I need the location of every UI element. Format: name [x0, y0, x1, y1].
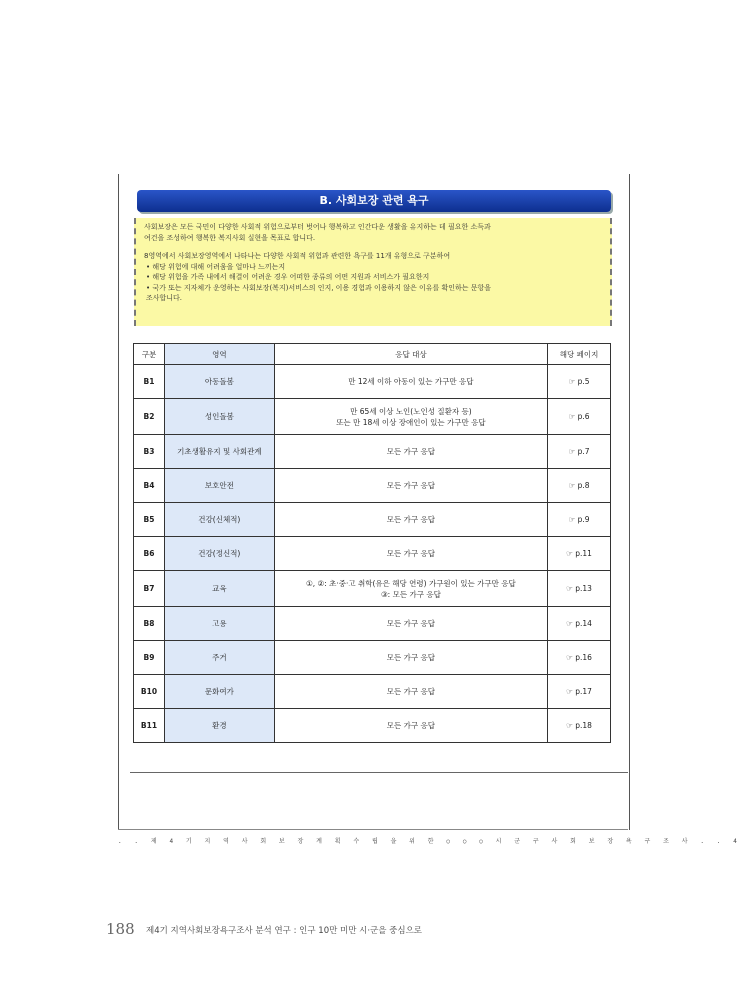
row-page-ref: ☞ p.7	[548, 435, 611, 469]
row-page-ref: ☞ p.13	[548, 571, 611, 607]
notice-line: 여건을 조성하여 행복한 복지사회 실현을 목표로 합니다.	[144, 233, 316, 242]
row-page-ref: ☞ p.16	[548, 641, 611, 675]
row-target-line: 모든 가구 응답	[386, 687, 436, 696]
row-area: 교육	[164, 571, 274, 607]
table-row	[134, 503, 611, 537]
row-area: 성인돌봄	[164, 399, 274, 435]
row-target-line: 모든 가구 응답	[386, 721, 436, 730]
row-code: B6	[134, 537, 165, 571]
row-code: B11	[134, 709, 165, 743]
header-code: 구분	[134, 344, 165, 365]
row-code: B3	[134, 435, 165, 469]
notice-bullet: • 해당 위험을 가족 내에서 해결이 어려운 경우 어떠한 종류의 어떤 지원과 서비스가 필요한지	[146, 273, 430, 281]
row-target	[274, 365, 547, 399]
row-target-line: ③: 모든 가구 응답	[380, 589, 441, 599]
row-target-line: ①, ②: 초·중·고 취학(유은 해당 연령) 가구원이 있는 가구만 응답	[305, 578, 516, 588]
row-area: 환경	[164, 709, 274, 743]
table-row	[134, 435, 611, 469]
row-target-line: 모든 가구 응답	[386, 549, 436, 558]
notice-bullet: • 해당 위험에 대해 어려움을 얼마나 느끼는지	[146, 262, 286, 271]
row-area: 건강(정신적)	[164, 537, 274, 571]
notice-line: 사회보장은 모든 국민이 다양한 사회적 위험으로부터 벗어나 행복하고 인간다운 생활을 유지하는 데 필요한 소득과	[144, 223, 491, 231]
row-target-line: 모든 가구 응답	[386, 619, 436, 628]
table-row	[134, 537, 611, 571]
notice-bullet: 조사합니다.	[146, 294, 183, 302]
row-target-line: 모든 가구 응답	[386, 447, 436, 456]
row-area: 건강(신체적)	[164, 503, 274, 537]
notice-box	[134, 218, 612, 326]
table-row	[134, 675, 611, 709]
row-code: B4	[134, 469, 165, 503]
row-code: B2	[134, 399, 165, 435]
footer-rule	[118, 829, 628, 830]
table-row	[134, 399, 611, 435]
row-target	[274, 641, 547, 675]
row-target	[274, 537, 547, 571]
row-area: 고용	[164, 607, 274, 641]
book-title: 제4기 지역사회보장욕구조사 분석 연구 : 인구 10만 미만 시·군을 중심으로	[146, 926, 423, 936]
row-area: 보호안전	[164, 469, 274, 503]
footer-running-text: . . 제 4 기 지 역 사 회 보 장 계 획 수 립 을 위 한 ○ ○ ○ 시 군 구 사 회 보 장 욕 구 조 사 . . 4	[118, 838, 741, 845]
row-target	[274, 571, 547, 607]
row-target	[274, 469, 547, 503]
row-page-ref: ☞ p.8	[548, 469, 611, 503]
header-page: 해당 페이지	[548, 344, 611, 365]
row-code: B8	[134, 607, 165, 641]
row-area: 문화여가	[164, 675, 274, 709]
row-area: 아동돌봄	[164, 365, 274, 399]
row-code: B10	[134, 675, 165, 709]
row-target	[274, 399, 547, 435]
row-target-line: 또는 만 18세 이상 장애인이 있는 가구만 응답	[336, 417, 486, 427]
row-code: B1	[134, 365, 165, 399]
row-target	[274, 607, 547, 641]
row-target-line: 모든 가구 응답	[386, 653, 436, 662]
table-row	[134, 607, 611, 641]
row-area: 주거	[164, 641, 274, 675]
row-page-ref: ☞ p.18	[548, 709, 611, 743]
section-banner: B. 사회보장 관련 욕구	[137, 190, 611, 212]
header-target: 응답 대상	[274, 344, 547, 365]
row-target	[274, 675, 547, 709]
row-area: 기초생활유지 및 사회관계	[164, 435, 274, 469]
notice-bullet: • 국가 또는 지자체가 운영하는 사회보장(복지)서비스의 인지, 이용 경험과 이용하지 않은 이유를 확인하는 문항을	[146, 283, 492, 292]
row-target	[274, 503, 547, 537]
row-page-ref: ☞ p.14	[548, 607, 611, 641]
page-number: 188	[106, 920, 135, 938]
row-target-line: 만 65세 이상 노인(노인성 질환자 등)	[350, 406, 472, 416]
row-page-ref: ☞ p.17	[548, 675, 611, 709]
row-target-line: 모든 가구 응답	[386, 481, 436, 490]
row-page-ref: ☞ p.6	[548, 399, 611, 435]
table-row	[134, 641, 611, 675]
table-row	[134, 709, 611, 743]
table-header-row	[134, 344, 611, 365]
row-page-ref: ☞ p.5	[548, 365, 611, 399]
needs-table	[133, 343, 611, 743]
row-target	[274, 709, 547, 743]
row-code: B5	[134, 503, 165, 537]
table-row	[134, 469, 611, 503]
table-row	[134, 365, 611, 399]
frame-bottom-line	[130, 772, 628, 773]
header-area: 영역	[164, 344, 274, 365]
row-page-ref: ☞ p.9	[548, 503, 611, 537]
row-target	[274, 435, 547, 469]
row-code: B7	[134, 571, 165, 607]
row-target-line: 모든 가구 응답	[386, 515, 436, 524]
row-target-line: 만 12세 이하 아동이 있는 가구만 응답	[348, 377, 474, 386]
table-row	[134, 571, 611, 607]
row-code: B9	[134, 641, 165, 675]
notice-line: 8영역에서 사회보장영역에서 나타나는 다양한 사회적 위험과 관련한 욕구를 11개 유형으로 구분하여	[144, 252, 451, 260]
row-page-ref: ☞ p.11	[548, 537, 611, 571]
